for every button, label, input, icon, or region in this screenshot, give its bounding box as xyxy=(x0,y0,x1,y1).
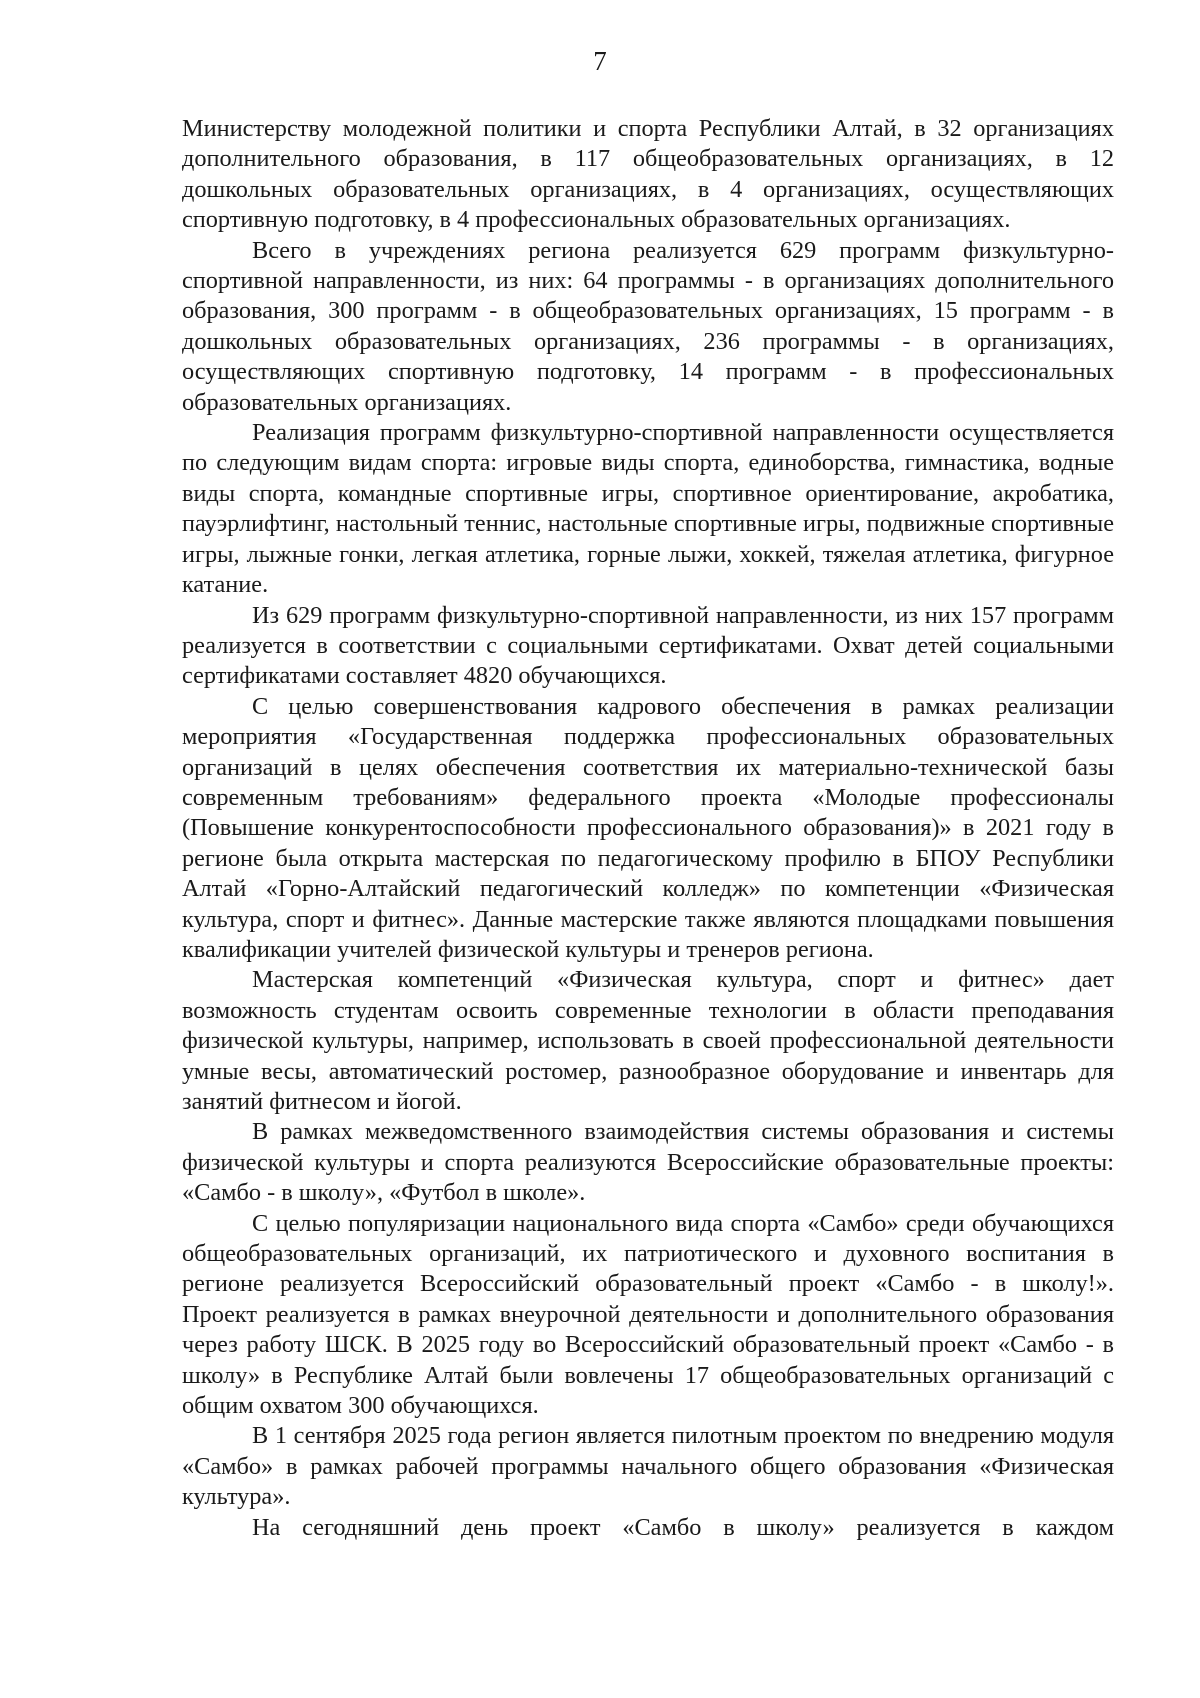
page-number: 7 xyxy=(593,46,607,76)
document-body xyxy=(182,114,1114,1543)
paragraph: С целью популяризации национального вида спорта «Самбо» среди обучающихся общеобразовательных организаций, их патриотического и духовного воспитания в регионе реализуется Всероссийский образовательный проект «Самбо - в школу!». Проект реализуется в рамках внеурочной деятельности и дополнительного образования через работу ШСК. В 2025 году во Всероссийский образовательный проект «Самбо - в школу» в Республике Алтай были вовлечены 17 общеобразовательных организаций с общим охватом 300 обучающихся. xyxy=(182,1209,1114,1420)
paragraph: С целью совершенствования кадрового обеспечения в рамках реализации мероприятия «Государственная поддержка профессиональных образовательных организаций в целях обеспечения соответствия их материально-технической базы современным требованиям» федерального проекта «Молодые профессионалы (Повышение конкурентоспособности профессионального образования)» в 2021 году в регионе была открыта мастерская по педагогическому профилю в БПОУ Республики Алтай «Горно-Алтайский педагогический колледж» по компетенции «Физическая культура, спорт и фитнес». Данные мастерские также являются площадками повышения квалификации учителей физической культуры и тренеров региона. xyxy=(182,692,1114,963)
paragraph: Из 629 программ физкультурно-спортивной направленности, из них 157 программ реализуется в соответствии с социальными сертификатами. Охват детей социальными сертификатами составляет 4820 обучающихся. xyxy=(182,601,1114,690)
paragraph: Всего в учреждениях региона реализуется 629 программ физкультурно-спортивной направленности, из них: 64 программы - в организациях дополнительного образования, 300 программ - в общеобразовательных организациях, 15 программ - в дошкольных образовательных организациях, 236 программы - в организациях, осуществляющих спортивную подготовку, 14 программ - в профессиональных образовательных организациях. xyxy=(182,236,1114,416)
paragraph: В 1 сентября 2025 года регион является пилотным проектом по внедрению модуля «Самбо» в рамках рабочей программы начального общего образования «Физическая культура». xyxy=(182,1422,1114,1511)
paragraph: В рамках межведомственного взаимодействия системы образования и системы физической культуры и спорта реализуются Всероссийские образовательные проекты: «Самбо - в школу», «Футбол в школе». xyxy=(182,1118,1114,1207)
paragraph: На сегодняшний день проект «Самбо в школу» реализуется в каждом xyxy=(252,1513,1114,1541)
paragraph: Мастерская компетенций «Физическая культура, спорт и фитнес» дает возможность студентам освоить современные технологии в области преподавания физической культуры, например, использовать в своей профессиональной деятельности умные весы, автоматический ростомер, разнообразное оборудование и инвентарь для занятий фитнесом и йогой. xyxy=(182,966,1114,1115)
paragraph: Министерству молодежной политики и спорта Республики Алтай, в 32 организациях дополнительного образования, в 117 общеобразовательных организациях, в 12 дошкольных образовательных организациях, в 4 организациях, осуществляющих спортивную подготовку, в 4 профессиональных образовательных организациях. xyxy=(182,115,1114,234)
paragraph: Реализация программ физкультурно-спортивной направленности осуществляется по следующим видам спорта: игровые виды спорта, единоборства, гимнастика, водные виды спорта, командные спортивные игры, спортивное ориентирование, акробатика, пауэрлифтинг, настольный теннис, настольные спортивные игры, подвижные спортивные игры, лыжные гонки, легкая атлетика, горные лыжи, хоккей, тяжелая атлетика, фигурное катание. xyxy=(182,419,1114,599)
